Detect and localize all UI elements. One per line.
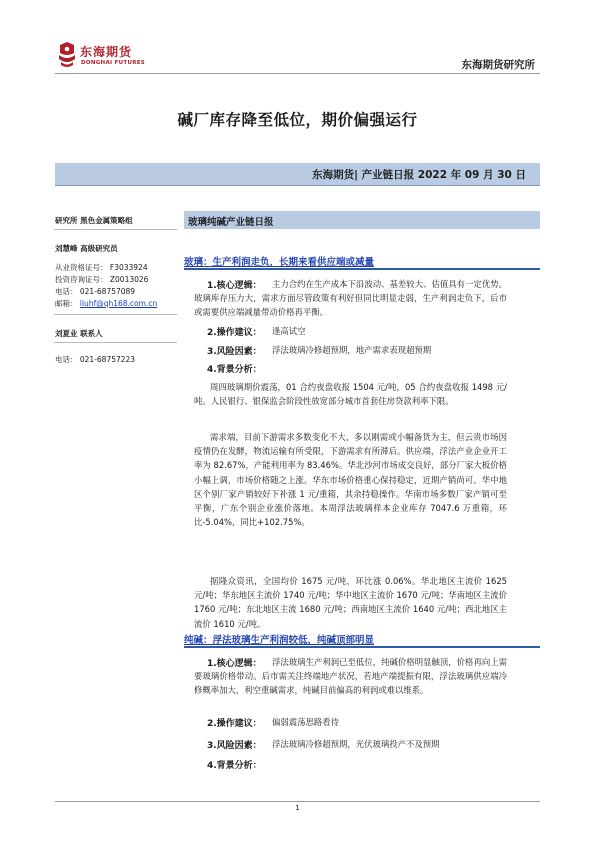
glass-risk-text: 浮法玻璃冷修超预期，地产需求表现超预期	[272, 345, 432, 355]
sidebar-divider	[54, 342, 177, 343]
glass-risk-label: 3.风险因素：	[207, 347, 262, 357]
glass-bg-label: 4.背景分析：	[207, 365, 262, 375]
soda-logic-text: 浮法玻璃生产利润已至低位，纯碱价格明显触顶，价格再向上需要玻璃价格带动。后市需关注终端地产状况，若地产端提振有限，浮法玻璃供应端冷修概率加大，利空重碱需求，纯碱目前偏高的利润或难以维系。	[194, 657, 507, 696]
soda-advice-label: 2.操作建议：	[207, 719, 262, 729]
page-title: 碱厂库存降至低位，期价偏强运行	[177, 110, 418, 129]
sidebar-divider	[54, 229, 177, 230]
glass-heading: 玻璃：生产利润走负，长期来看供应端或减量	[184, 257, 375, 268]
sidebar-email-link[interactable]: liuhf@qh168.com.cn	[79, 299, 158, 308]
header-institute-label: 东海期货研究所	[461, 59, 535, 71]
sidebar-dept: 研究所 黑色金属策略组	[55, 216, 133, 225]
soda-heading-rule	[184, 646, 540, 648]
glass-heading-rule	[184, 268, 540, 270]
sidebar-contact-phone: 电话： 021-68757223	[55, 355, 136, 364]
logo-text-en: DONGHAI FUTURES	[81, 60, 146, 66]
soda-logic-label: 1.核心逻辑：	[207, 659, 262, 669]
page-number: 1	[295, 804, 300, 812]
sidebar-divider	[54, 314, 177, 315]
soda-advice-text: 偏弱震荡思路看待	[272, 717, 339, 727]
header-divider	[55, 73, 540, 74]
footer-divider	[55, 801, 540, 802]
glass-paragraph: 据隆众资讯，全国均价 1675 元/吨，环比涨 0.06%。华北地区主流价 1625 元/吨；华东地区主流价 1740 元/吨；华中地区主流价 1670 元/吨；华南地区主流价 1760 元/吨；东北地区主流 1680 元/吨；西南地区主流价 1640 元/吨；西北地区主流价 1610 元/吨。	[194, 576, 507, 629]
sidebar-license: 从业资格证号： F3033924	[55, 263, 148, 272]
sidebar-consult: 投资咨询证号： Z0013026	[55, 275, 149, 284]
glass-paragraph: 需求端，目前下游需求多数变化不大，多以刚需或小幅备货为主，但云贵市场因疫情仍在发酵，物流运输有所受限，下游需求有所滞后。供应端，浮法产业企业开工率为 82.67%，产能利用率为 83.46%。华北沙河市场成交良好，部分厂家大板价格小幅上调，市场价格随之上涨。华东市场价格重心保持稳定，近期产销尚可。华中地区个别厂家产销较好下补涨 1 元/重箱，其余持稳操作。华南市场多数厂家产销可至平衡，广东个别企业涨价落地。本周浮法玻璃样本企业库存 7047.6 万重箱，环比-5.04%，同比+102.75%。	[194, 432, 507, 528]
glass-logic-text: 主力合约在生产成本下沿波动、基差较大、估值具有一定优势。玻璃库存压力大，需求方面尽管政策有利好但同比明显走弱，生产利润走负下，后市或需要供应端减量带动价格再平衡。	[194, 279, 507, 318]
donghai-logo-icon	[56, 41, 78, 69]
sidebar-phone: 电话： 021-68757089	[55, 287, 136, 296]
glass-logic-label: 1.核心逻辑：	[207, 281, 262, 291]
glass-paragraph: 周四玻璃期价震荡，01 合约夜盘收报 1504 元/吨，05 合约夜盘收报 1498 元/吨。人民银行、银保监会阶段性放宽部分城市首套住房贷款利率下限。	[194, 382, 507, 407]
company-logo	[56, 40, 176, 74]
soda-risk-text: 浮法玻璃冷修超预期，光伏玻璃投产不及预期	[272, 739, 440, 749]
soda-bg-label: 4.背景分析：	[207, 761, 262, 771]
glass-advice-label: 2.操作建议：	[207, 328, 262, 338]
soda-risk-label: 3.风险因素：	[207, 741, 262, 751]
sidebar-email-label: 邮箱：	[55, 299, 78, 308]
report-date-bar	[55, 163, 540, 186]
glass-advice-text: 逢高试空	[272, 326, 306, 336]
logo-text-cn: 东海期货	[80, 45, 133, 59]
sidebar-contact: 刘夏业 联系人	[55, 329, 103, 338]
soda-heading: 纯碱：浮法玻璃生产利润较低，纯碱顶部明显	[184, 635, 375, 646]
section-title: 玻璃纯碱产业链日报	[188, 217, 274, 228]
report-date-label: 东海期货| 产业链日报 2022 年 09 月 30 日	[312, 169, 526, 181]
sidebar-email-row	[55, 298, 157, 309]
section-header	[184, 211, 540, 229]
sidebar-analyst: 刘慧峰 高级研究员	[55, 244, 118, 253]
